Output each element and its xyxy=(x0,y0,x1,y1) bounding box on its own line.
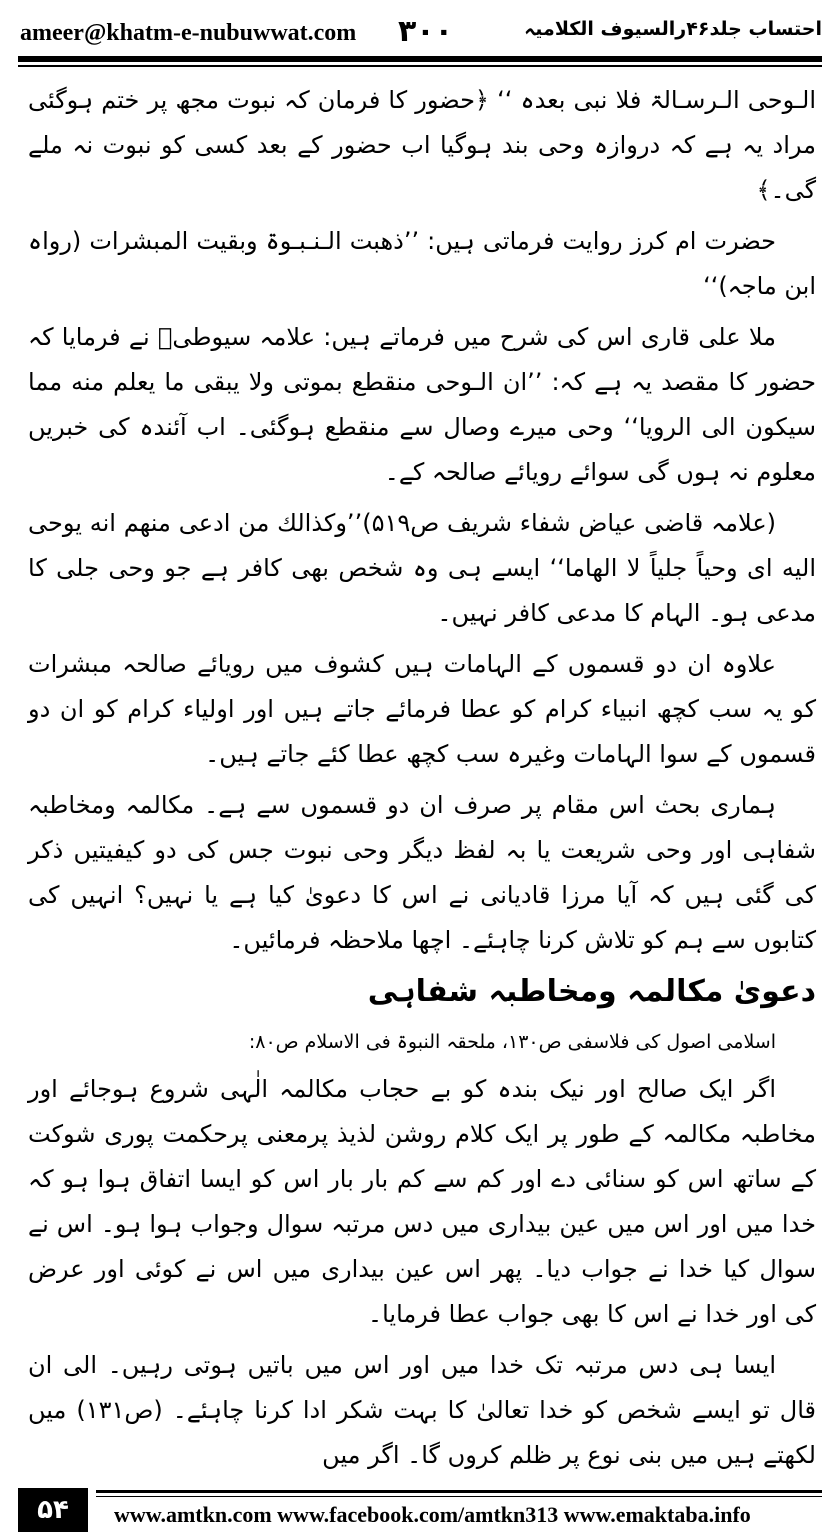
footer-rule-thick xyxy=(96,1490,822,1493)
paragraph-4: (علامہ قاضی عیاض شفاء شریف ص۵۱۹)’’وکذالك من ادعی منھم انه یوحی الیه ای وحیاً جلیاً لا الھاما‘‘ ایسے ہی وہ شخص بھی کافر ہے جو وحی جلی کا مدعی ہو۔ الہام کا مدعی کافر نہیں۔ xyxy=(28,509,816,627)
paragraph-7: اگر ایک صالح اور نیک بندہ کو بے حجاب مکالمہ الٰہی شروع ہوجائے اور مخاطبہ مکالمہ کے طور پر ایک کلام روشن لذیذ پرمعنی پرحکمت پوری شوکت کے ساتھ اس کو سنائی دے اور کم سے کم بار بار اس کو ایسا اتفاق ہوا ہو کہ خدا میں اور اس میں عین بیداری میں دس مرتبہ سوال وجواب ہوا ہو۔ اس نے سوال کیا خدا نے جواب دیا۔ پھر اس عین بیداری میں اس نے کوئی اور عرض کی اور خدا نے اس کا بھی جواب عطا فرمایا۔ xyxy=(28,1075,816,1328)
section-heading: دعویٰ مکالمہ ومخاطبہ شفاہی xyxy=(367,974,816,1009)
paragraph-3: ملا علی قاری اس کی شرح میں فرماتے ہیں: علامہ سیوطیؒ نے فرمایا کہ حضور کا مقصد یہ ہے کہ: ’’ان الـوحی منقطع بموتی ولا یبقی ما یعلم منه مما سیکون الی الرویا‘‘ وحی میرے وصال سے منقطع ہوگئی۔ اب آئندہ کی خبریں معلوم نہ ہوں گی سوائے رویائے صالحہ کے۔ xyxy=(28,323,816,486)
page-header xyxy=(18,12,822,52)
header-page-number: ۳۰۰ xyxy=(398,14,453,49)
paragraph-8: ایسا ہی دس مرتبہ تک خدا میں اور اس میں باتیں ہوتی رہیں۔ الی ان قال تو ایسے شخص کو خدا تعالیٰ کا بہت شکر ادا کرنا چاہئے۔ (ص۱۳۱) میں لکھتے ہیں میں بنی نوع پر ظلم کروں گا۔ اگر میں xyxy=(28,1351,817,1469)
footer-page-number: ۵۴ xyxy=(18,1488,88,1532)
footer-links: www.amtkn.com www.facebook.com/amtkn313 www.emaktaba.info xyxy=(114,1502,751,1527)
paragraph-2: حضرت ام کرز روایت فرماتی ہیں: ’’ذھبت الـنـبـوۃ وبقیت المبشرات (رواہ ابن ماجہ)‘‘ xyxy=(28,227,816,300)
source-citation: اسلامی اصول کی فلاسفی ص۱۳۰، ملحقہ النبوۃ فی الاسلام ص۸۰: xyxy=(248,1031,776,1053)
footer-rule-thin xyxy=(96,1496,822,1497)
header-title: احتساب جلد۴۶رالسیوف الکلامیہ xyxy=(524,18,822,40)
header-rule-thin xyxy=(18,65,822,67)
paragraph-1: الـوحی الـرسـالۃ فلا نبی بعدہ ‘‘ ﴿حضور کا فرمان کہ نبوت مجھ پر ختم ہوگئی مراد یہ ہے کہ دروازہ وحی بند ہوگیا اب حضور کے بعد کسی کو نبوت نہ ملے گی۔﴾ xyxy=(28,86,816,204)
page-content xyxy=(28,78,816,1470)
page-footer xyxy=(18,1488,822,1532)
header-email: ameer@khatm-e-nubuwwat.com xyxy=(20,20,357,46)
paragraph-5: علاوہ ان دو قسموں کے الہامات ہیں کشوف میں رویائے صالحہ مبشرات کو یہ سب کچھ انبیاء کرام کو عطا فرمائے جاتے ہیں اور اولیاء کرام کو ان دو قسموں کے سوا الہامات وغیرہ سب کچھ عطا کئے جاتے ہیں۔ xyxy=(28,650,816,768)
header-rule-thick xyxy=(18,56,822,62)
paragraph-6: ہماری بحث اس مقام پر صرف ان دو قسموں سے ہے۔ مکالمہ ومخاطبہ شفاہی اور وحی شریعت یا بہ لفظ دیگر وحی نبوت جس کی دو کیفیتیں ذکر کی گئی ہیں کہ آیا مرزا قادیانی نے اس کا دعویٰ کیا ہے یا نہیں؟ انہیں کی کتابوں سے ہم کو تلاش کرنا چاہئے۔ اچھا ملاحظہ فرمائیں۔ xyxy=(28,791,816,954)
